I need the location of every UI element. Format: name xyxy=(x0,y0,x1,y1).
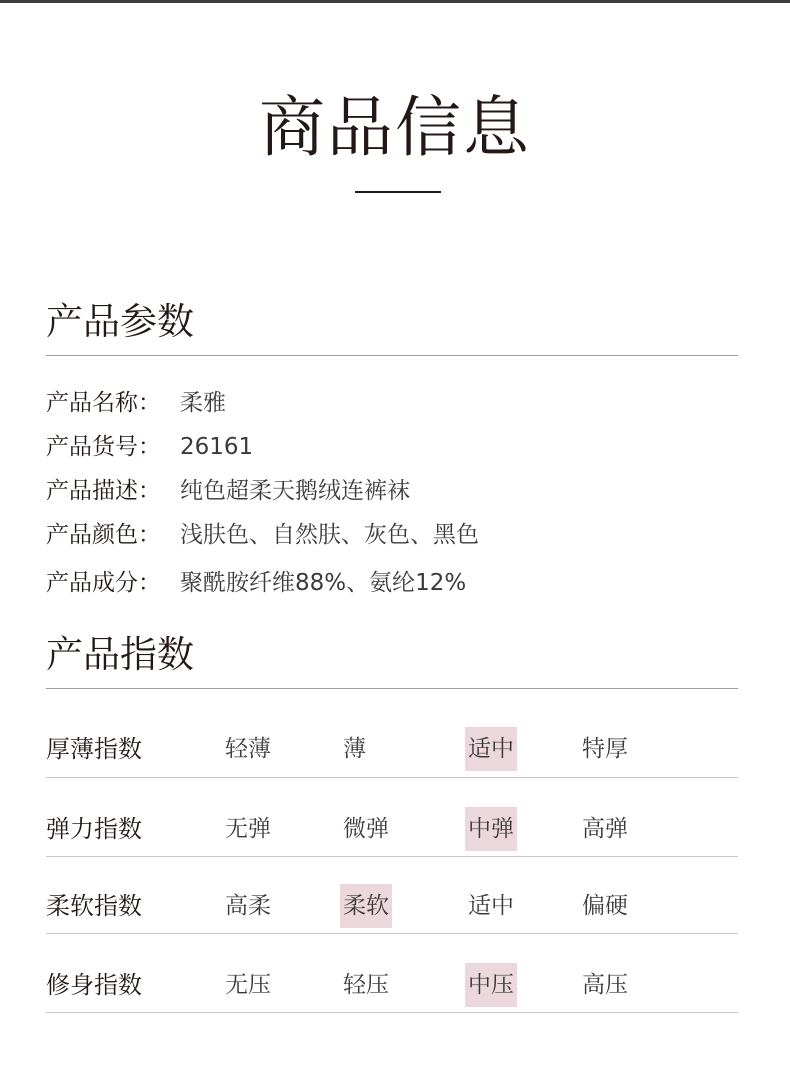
param-row-description xyxy=(46,474,410,508)
title-underline xyxy=(355,191,441,193)
index-option: 偏硬 xyxy=(582,893,628,919)
param-row-colors xyxy=(46,518,479,552)
index-option-selected: 适中 xyxy=(465,727,517,771)
index-label: 修身指数 xyxy=(46,971,142,999)
index-option-selected: 中弹 xyxy=(465,807,517,851)
params-heading: 产品参数 xyxy=(46,300,194,343)
index-option-selected: 柔软 xyxy=(340,884,392,928)
index-option: 无压 xyxy=(225,972,271,998)
index-label: 柔软指数 xyxy=(46,892,142,920)
param-label: 产品成分： xyxy=(46,570,161,596)
param-label: 产品描述： xyxy=(46,478,161,504)
param-row-composition xyxy=(46,566,466,600)
param-label: 产品名称： xyxy=(46,390,161,416)
param-value: 纯色超柔天鹅绒连裤袜 xyxy=(180,478,410,504)
param-row-name xyxy=(46,386,226,420)
index-option: 高弹 xyxy=(582,816,628,842)
param-value: 浅肤色、自然肤、灰色、黑色 xyxy=(180,522,479,548)
index-rule xyxy=(46,933,738,934)
param-value: 聚酰胺纤维88%、氨纶12% xyxy=(180,570,467,596)
index-rule xyxy=(46,777,738,778)
index-label: 厚薄指数 xyxy=(46,735,142,763)
param-value: 26161 xyxy=(180,434,254,460)
index-row-fit xyxy=(46,963,738,1007)
top-border xyxy=(0,0,790,3)
index-rule xyxy=(46,1012,738,1013)
index-row-elasticity xyxy=(46,807,738,851)
index-rule xyxy=(46,856,738,857)
index-row-softness xyxy=(46,884,738,928)
param-value: 柔雅 xyxy=(180,390,226,416)
index-option: 特厚 xyxy=(582,736,628,762)
index-option: 微弹 xyxy=(343,816,389,842)
index-option: 无弹 xyxy=(225,816,271,842)
index-option: 适中 xyxy=(468,893,514,919)
param-row-sku xyxy=(46,430,253,464)
indexes-heading: 产品指数 xyxy=(46,633,194,676)
params-rule xyxy=(46,355,738,356)
index-label: 弹力指数 xyxy=(46,815,142,843)
param-label: 产品颜色： xyxy=(46,522,161,548)
page-title: 商品信息 xyxy=(259,89,531,166)
param-label: 产品货号： xyxy=(46,434,161,460)
index-option: 高柔 xyxy=(225,893,271,919)
index-option-selected: 中压 xyxy=(465,963,517,1007)
index-option: 轻薄 xyxy=(225,736,271,762)
index-option: 轻压 xyxy=(343,972,389,998)
index-option: 高压 xyxy=(582,972,628,998)
index-option: 薄 xyxy=(343,736,366,762)
indexes-rule xyxy=(46,688,738,689)
index-row-thickness xyxy=(46,727,738,771)
